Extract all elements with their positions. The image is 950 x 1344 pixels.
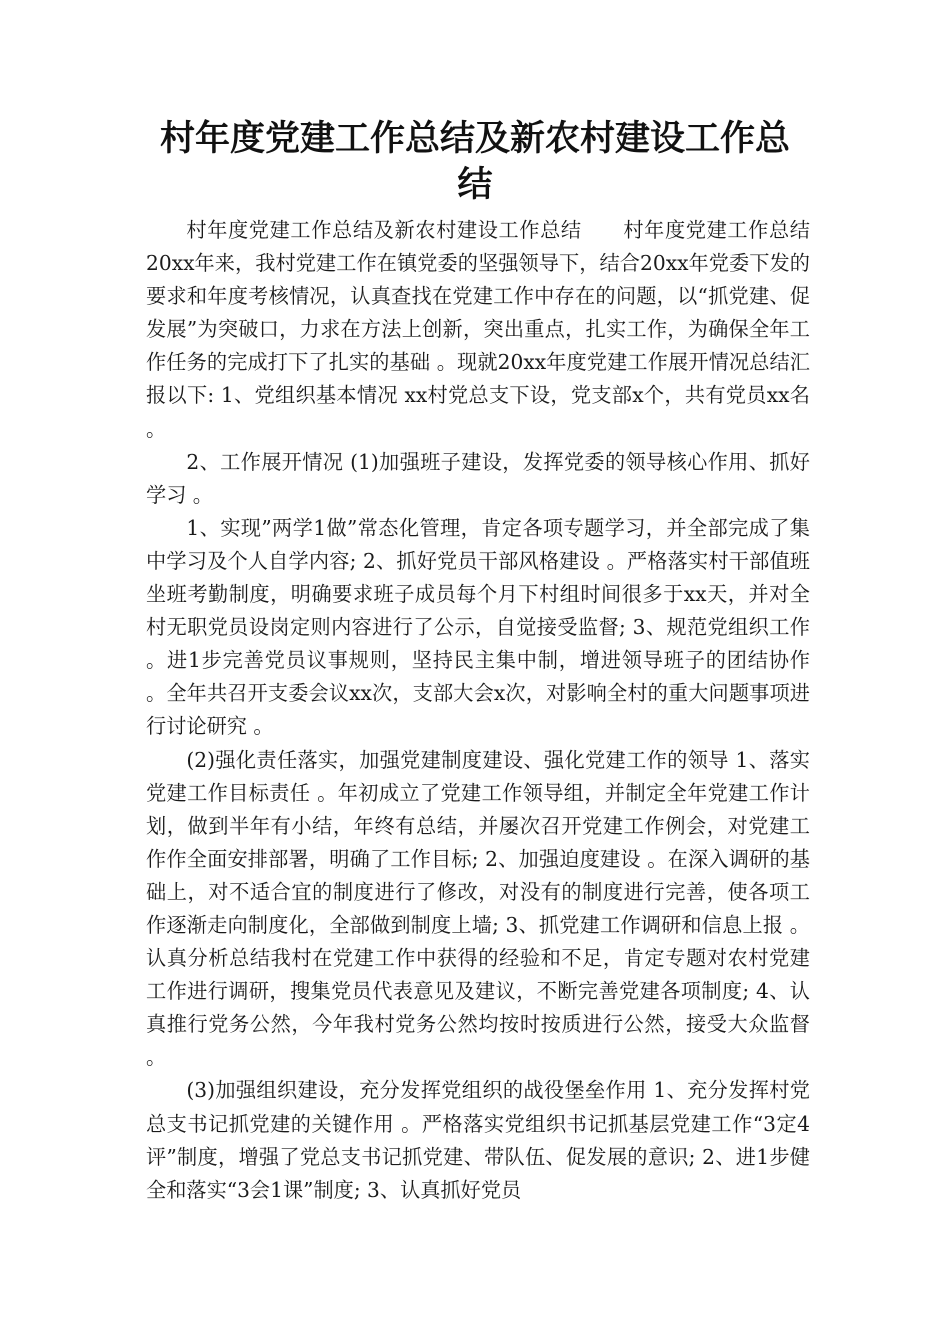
paragraph: 2、工作展开情况 (1)加强班子建设，发挥党委的领导核心作用、抓好学习 。 — [146, 449, 810, 507]
paragraph: (2)强化责任落实，加强党建制度建设、强化党建工作的领导 1、落实党建工作目标责任 。年初成立了党建工作领导组，并制定全年党建工作计划，做到半年有小结，年终有总结，并屡次召开党建工作例会，对党建工作作全面安排部署，明确了工作目标; 2、加强迫度建设 。在深入调研的基础上，对不适合宜的制度进行了修改，对没有的制度进行完善，使各项工作逐渐走向制度化，全部做到制度上墙; 3、抓党建工作调研和信息上报 。认真分析总结我村在党建工作中获得的经验和不足，肯定专题对农村党建工作进行调研，搜集党员代表意见及建议，不断完善党建各项制度; 4、认真推行党务公然，今年我村党务公然均按时按质进行公然，接受大众监督 。 — [146, 747, 810, 1070]
paragraph: 1、实现”两学1做”常态化管理，肯定各项专题学习，并全部完成了集中学习及个人自学内容; 2、抓好党员干部风格建设 。严格落实村干部值班坐班考勤制度，明确要求班子成员每个月下村组时间很多于xx天，并对全村无职党员设岗定则内容进行了公示，自觉接受监督; 3、规范党组织工作 。进1步完善党员议事规则，坚持民主集中制，增进领导班子的团结协作 。全年共召开支委会议xx次，支部大会x次，对影响全村的重大问题事项进行讨论研究 。 — [146, 515, 810, 739]
paragraph: (3)加强组织建设，充分发挥党组织的战役堡垒作用 1、充分发挥村党总支书记抓党建的关键作用 。严格落实党组织书记抓基层党建工作“3定4评”制度，增强了党总支书记抓党建、带队伍、促发展的意识; 2、进1步健全和落实“3会1课”制度; 3、认真抓好党员 — [146, 1078, 810, 1202]
paragraph: 村年度党建工作总结及新农村建设工作总结 村年度党建工作总结 20xx年来，我村党建工作在镇党委的坚强领导下，结合20xx年党委下发的要求和年度考核情况，认真查找在党建工作中存在的问题，以“抓党建、促发展”为突破口，力求在方法上创新，突出重点，扎实工作，为确保全年工作任务的完成打下了扎实的基础 。现就20xx年度党建工作展开情况总结汇报以下: 1、党组织基本情况 xx村党总支下设，党支部x个，共有党员xx名 。 — [146, 218, 810, 441]
document-title: 村年度党建工作总结及新农村建设工作总结 — [159, 118, 790, 205]
document-body — [146, 214, 810, 1207]
